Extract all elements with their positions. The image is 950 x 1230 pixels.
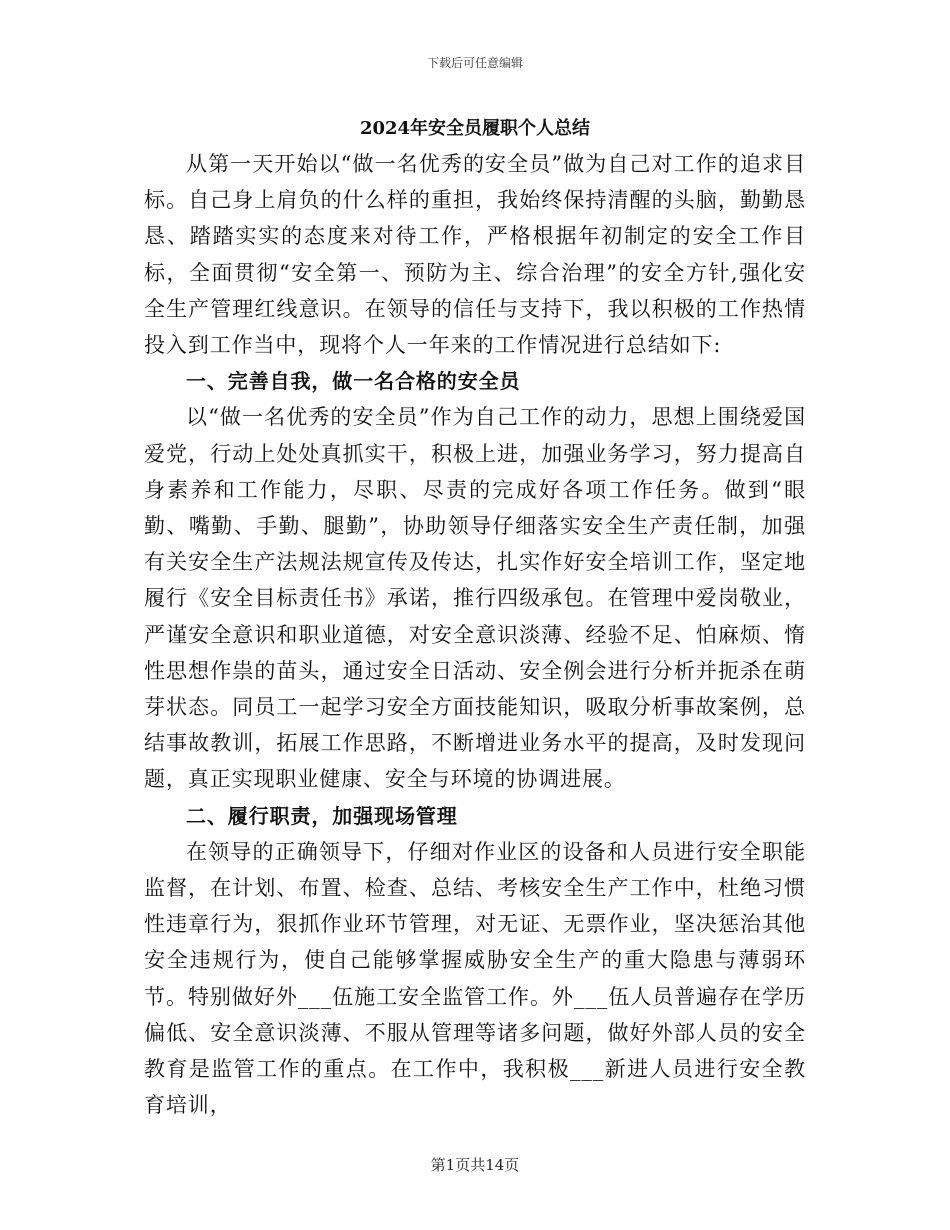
- section-heading-1: 一、完善自我，做一名合格的安全员: [186, 369, 521, 394]
- section-heading-2: 二、履行职责，加强现场管理: [186, 803, 458, 828]
- page-title: 2024年安全员履职个人总结: [359, 118, 591, 139]
- page-number: 第1页共14页: [430, 1156, 520, 1174]
- section-body-1: 以“做一名优秀的安全员”作为自己工作的动力，思想上围绕爱国爱党，行动上处处真抓实干，积极上进，加强业务学习，努力提高自身素养和工作能力，尽职、尽责的完成好各项工作任务。做到“眼勤、嘴勤、手勤、腿勤”，协助领导仔细落实安全生产责任制，加强有关安全生产法规法规宣传及传达，扎实作好安全培训工作，坚定地履行《安全目标责任书》承诺，推行四级承包。在管理中爱岗敬业，严谨安全意识和职业道德，对安全意识淡薄、经验不足、怕麻烦、惰性思想作祟的苗头，通过安全日活动、安全例会进行分析并扼杀在萌芽状态。同员工一起学习安全方面技能知识，吸取分析事故案例，总结事故教训，拓展工作思路，不断增进业务水平的提高，及时发现问题，真正实现职业健康、安全与环境的协调进展。: [144, 405, 806, 792]
- document-body: [144, 146, 806, 1123]
- section-body-2: 在领导的正确领导下，仔细对作业区的设备和人员进行安全职能监督，在计划、布置、检查、总结、考核安全生产工作中，杜绝习惯性违章行为，狠抓作业环节管理，对无证、无票作业，坚决惩治其他安全违规行为，使自己能够掌握威胁安全生产的重大隐患与薄弱环节。特别做好外___伍施工安全监管工作。外___伍人员普遍存在学历偏低、安全意识淡薄、不服从管理等诸多问题，做好外部人员的安全教育是监管工作的重点。在工作中，我积极___新进人员进行安全教育培训，: [144, 839, 806, 1118]
- header-note: 下载后可任意编辑: [426, 56, 523, 70]
- intro-paragraph: 从第一天开始以“做一名优秀的安全员”做为自己对工作的追求目标。自己身上肩负的什么样的重担，我始终保持清醒的头脑，勤勤恳恳、踏踏实实的态度来对待工作，严格根据年初制定的安全工作目标，全面贯彻“安全第一、预防为主、综合治理”的安全方针,强化安全生产管理红线意识。在领导的信任与支持下，我以积极的工作热情投入到工作当中，现将个人一年来的工作情况进行总结如下:: [144, 152, 806, 358]
